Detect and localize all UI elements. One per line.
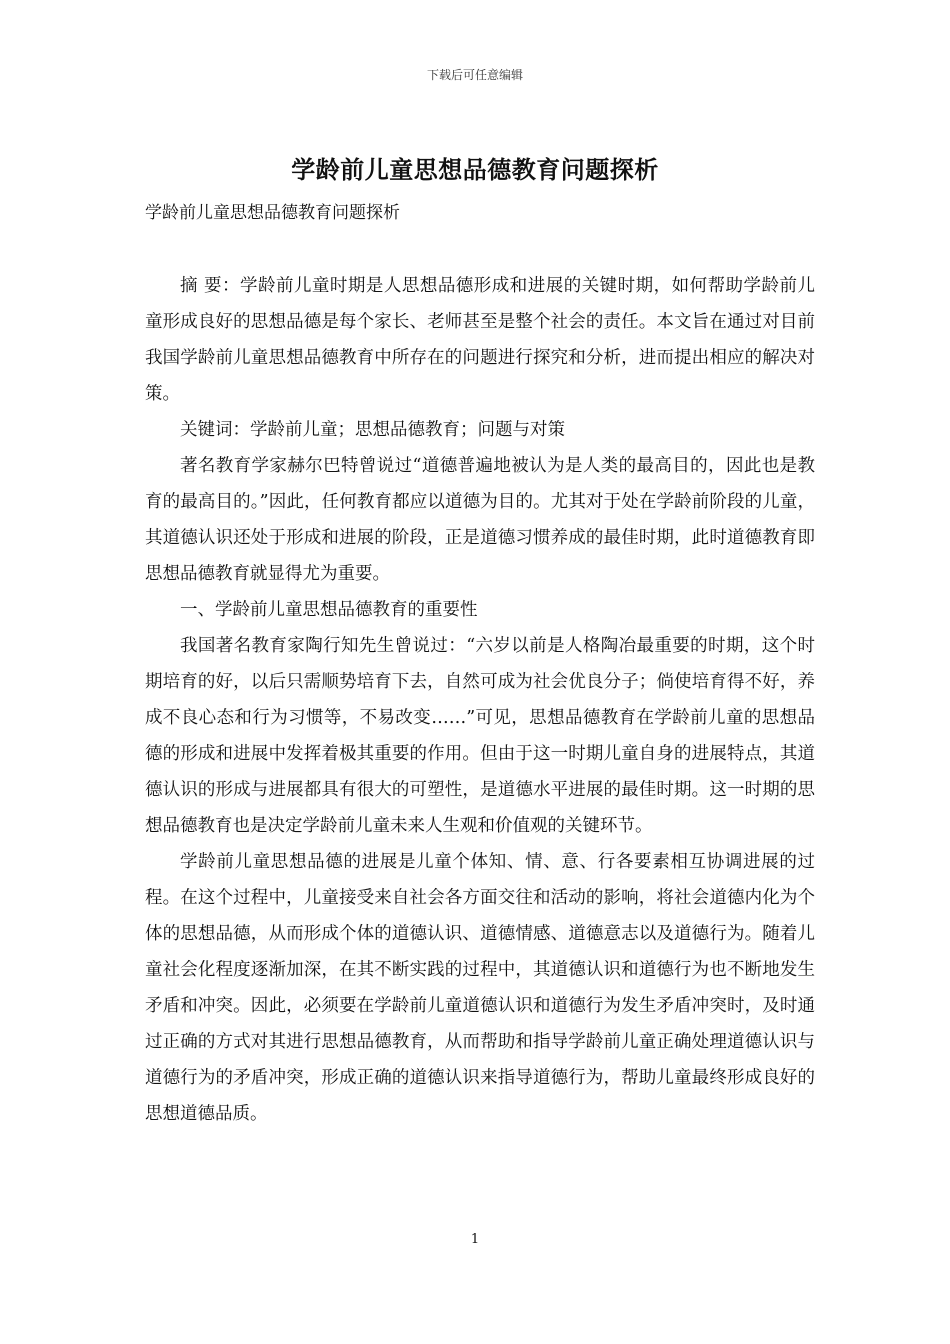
document-subtitle: 学龄前儿童思想品德教育问题探析 <box>145 203 400 223</box>
document-title: 学龄前儿童思想品德教育问题探析 <box>291 155 659 184</box>
document-body <box>145 268 815 1132</box>
header-note: 下载后可任意编辑 <box>426 68 523 82</box>
section-heading: 一、学龄前儿童思想品德教育的重要性 <box>180 600 478 620</box>
body-paragraph: 我国著名教育家陶行知先生曾说过：“六岁以前是人格陶冶最重要的时期，这个时期培育的好，以后只需顺势培育下去，自然可成为社会优良分子；倘使培育得不好，养成不良心态和行为习惯等，不易改变……”可见，思想品德教育在学龄前儿童的思想品德的形成和进展中发挥着极其重要的作用。但由于这一时期儿童自身的进展特点，其道德认识的形成与进展都具有很大的可塑性，是道德水平进展的最佳时期。这一时期的思想品德教育也是决定学龄前儿童未来人生观和价值观的关键环节。 <box>145 636 815 836</box>
abstract-paragraph: 摘 要：学龄前儿童时期是人思想品德形成和进展的关键时期，如何帮助学龄前儿童形成良好的思想品德是每个家长、老师甚至是整个社会的责任。本文旨在通过对目前我国学龄前儿童思想品德教育中所存在的问题进行探究和分析，进而提出相应的解决对策。 <box>145 276 815 404</box>
body-paragraph: 学龄前儿童思想品德的进展是儿童个体知、情、意、行各要素相互协调进展的过程。在这个过程中，儿童接受来自社会各方面交往和活动的影响，将社会道德内化为个体的思想品德，从而形成个体的道德认识、道德情感、道德意志以及道德行为。随着儿童社会化程度逐渐加深，在其不断实践的过程中，其道德认识和道德行为也不断地发生矛盾和冲突。因此，必须要在学龄前儿童道德认识和道德行为发生矛盾冲突时，及时通过正确的方式对其进行思想品德教育，从而帮助和指导学龄前儿童正确处理道德认识与道德行为的矛盾冲突，形成正确的道德认识来指导道德行为，帮助儿童最终形成良好的思想道德品质。 <box>145 852 815 1124</box>
intro-paragraph: 著名教育学家赫尔巴特曾说过“道德普遍地被认为是人类的最高目的，因此也是教育的最高目的。”因此，任何教育都应以道德为目的。尤其对于处在学龄前阶段的儿童，其道德认识还处于形成和进展的阶段，正是道德习惯养成的最佳时期，此时道德教育即思想品德教育就显得尤为重要。 <box>145 456 815 584</box>
page-number: 1 <box>470 1232 480 1247</box>
keywords-paragraph: 关键词：学龄前儿童；思想品德教育；问题与对策 <box>180 420 565 440</box>
